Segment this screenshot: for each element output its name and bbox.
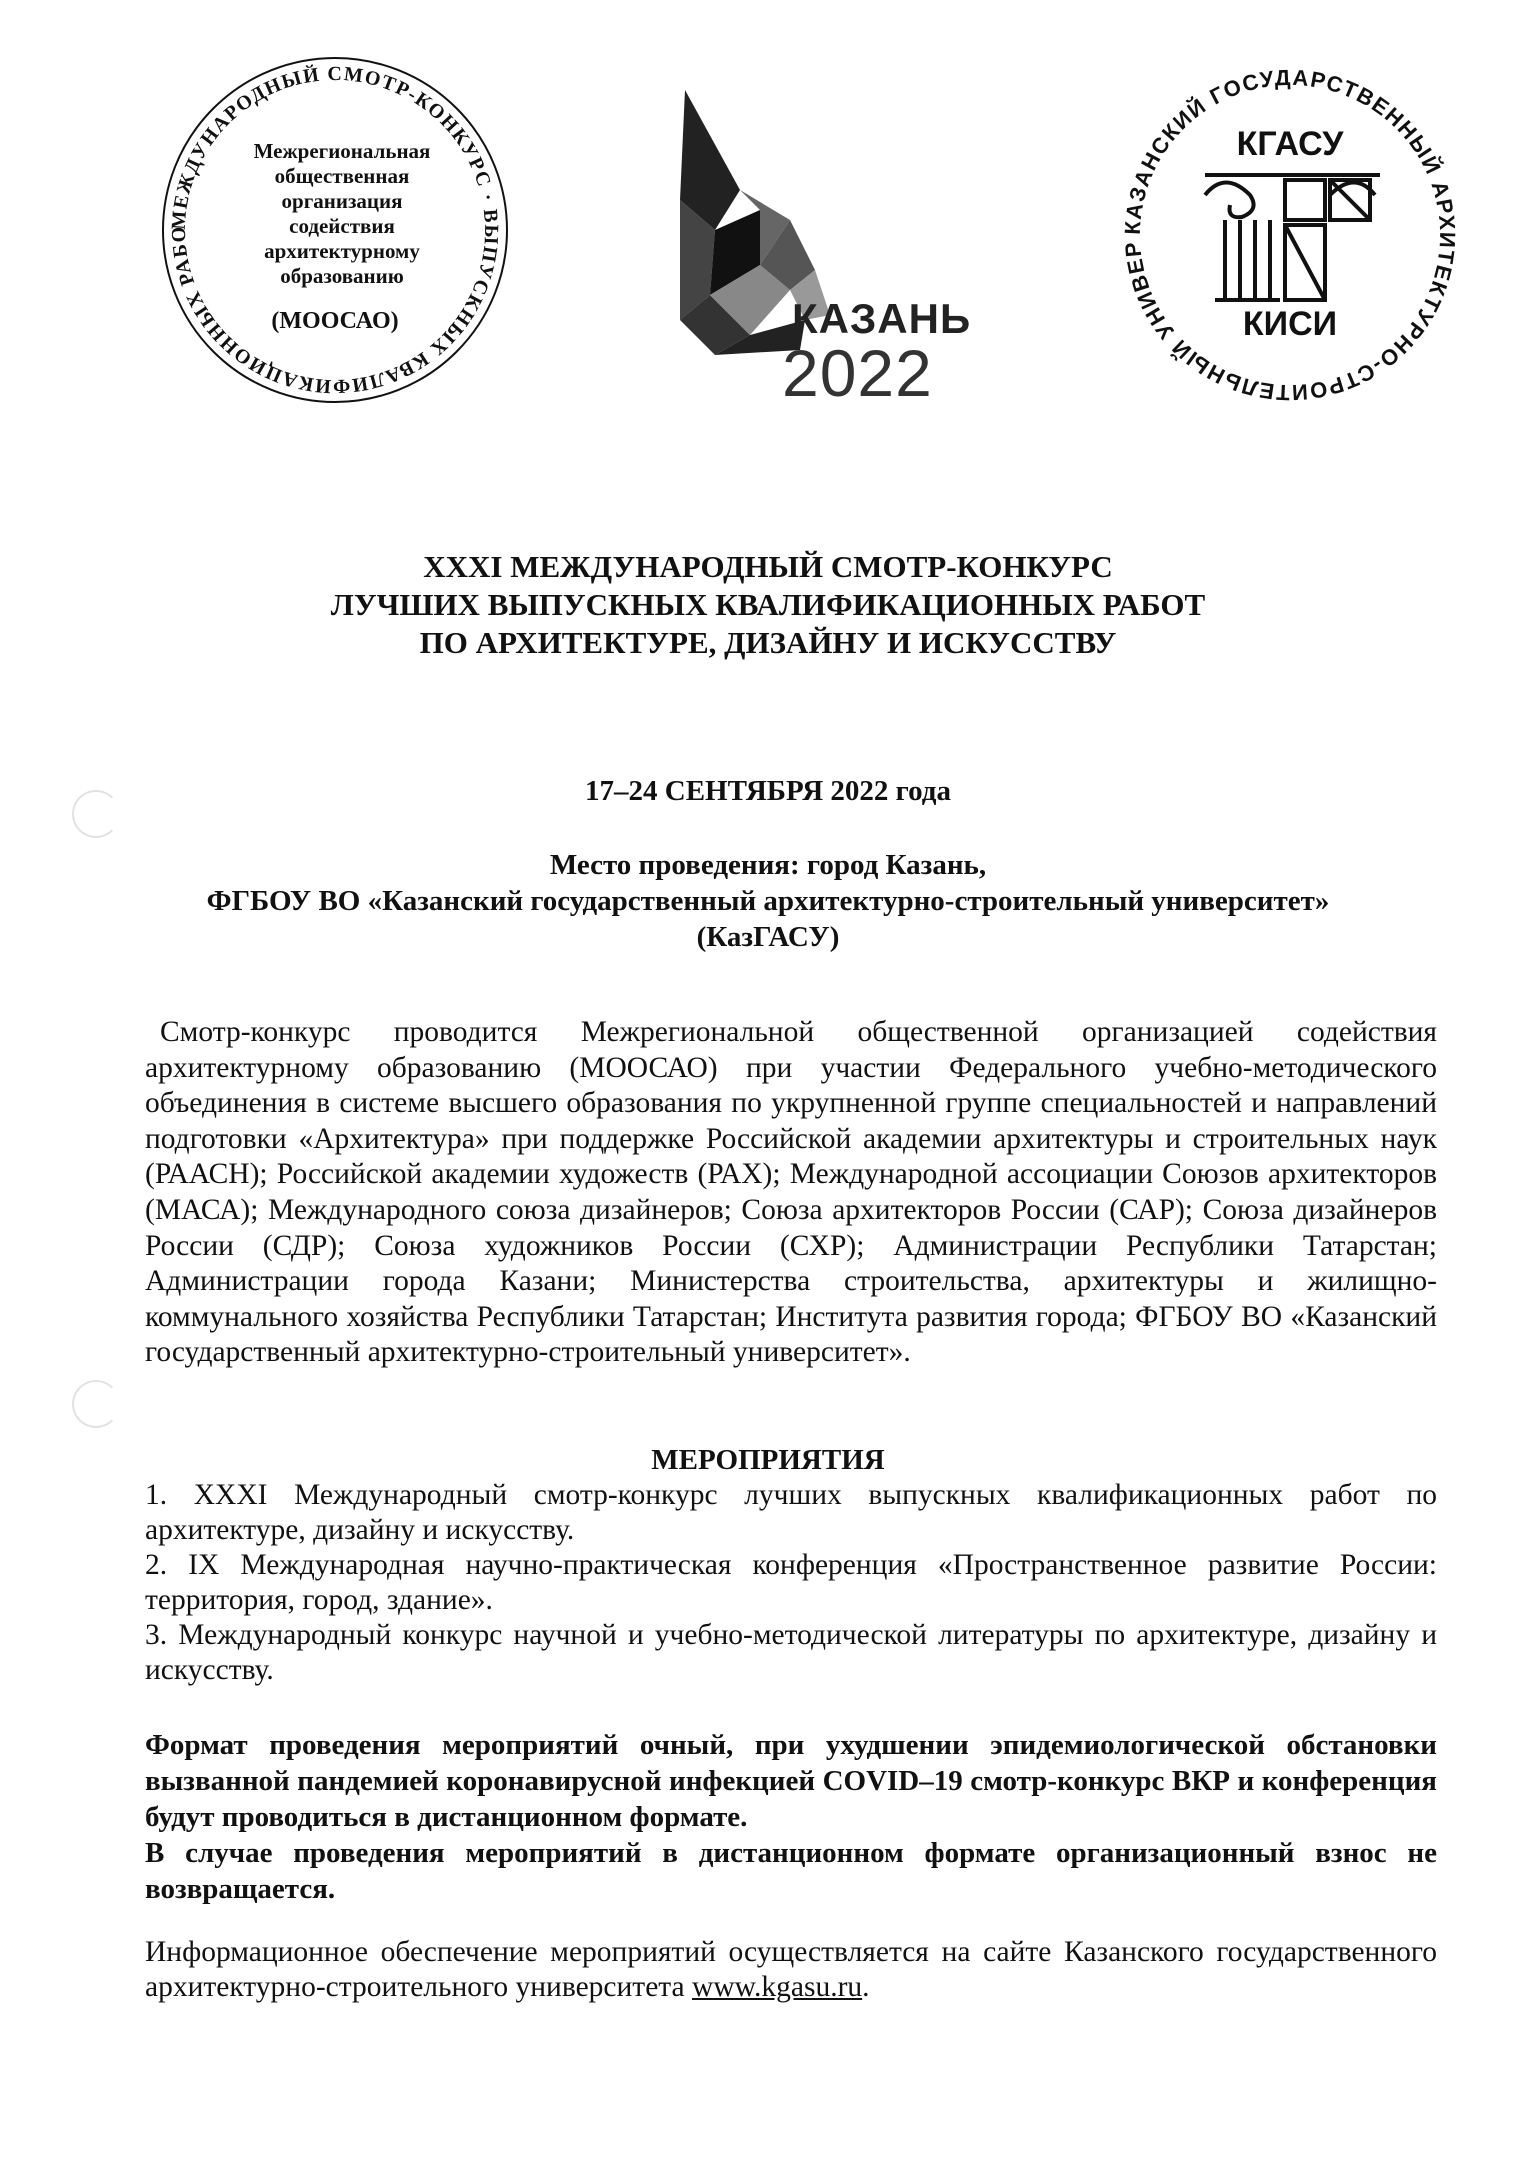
- svg-text:общественная: общественная: [274, 164, 410, 188]
- intro-text: Смотр-конкурс проводится Межрегиональной общественной организацией содействия архитектурному образованию (МООСАО) при участии Федерального учебно-методического объединения в системе высшего образования по укрупненной группе специальностей и направлений подготовки «Архитектура» при поддержке Российской академии архитектуры и строительных наук (РААСН); Российской академии художеств (РАХ); Международной ассоциации Союзов архитекторов (МАСА); Международного союза дизайнеров; Союза архитекторов России (САР); Союза дизайнеров России (СДР); Союза художников России (СХР); Администрации Республики Татарстан; Администрации города Казани; Министерства строительства, архитектуры и жилищно-коммунального хозяйства Республики Татарстан; Института развития города; ФГБОУ ВО «Казанский государственный архитектурно-строительный университет».: [145, 1016, 1437, 1369]
- svg-text:Межрегиональная: Межрегиональная: [253, 139, 431, 163]
- svg-text:МЕЖДУНАРОДНЫЙ СМОТР-КОНКУРС ·: МЕЖДУНАРОДНЫЙ СМОТР-КОНКУРС · ВЫПУСКНЫХ КВАЛИФИКАЦИОННЫХ РАБО: [167, 62, 503, 398]
- venue-line-2: ФГБОУ ВО «Казанский государственный архитектурно-строительный университет»: [206, 885, 1330, 917]
- events-heading: МЕРОПРИЯТИЯ: [651, 1444, 885, 1476]
- title-line-2: ЛУЧШИХ ВЫПУСКНЫХ КВАЛИФИКАЦИОННЫХ РАБОТ: [330, 587, 1206, 622]
- intro-paragraph: [145, 1015, 1437, 1371]
- title-line-1: XXXI МЕЖДУНАРОДНЫЙ СМОТР-КОНКУРС: [423, 549, 1113, 584]
- svg-text:КИСИ: КИСИ: [1242, 305, 1338, 343]
- info-text: Информационное обеспечение мероприятий осуществляется на сайте Казанского государственного архитектурно-строительного университета: [145, 1936, 1437, 2003]
- event-title: [0, 548, 1536, 662]
- svg-text:архитектурному: архитектурному: [264, 239, 420, 263]
- fee-paragraph: В случае проведения мероприятий в дистанционном формате организационный взнос не возвращается.: [145, 1837, 1437, 1905]
- title-line-3: ПО АРХИТЕКТУРЕ, ДИЗАЙНУ И ИСКУССТВУ: [419, 625, 1117, 660]
- svg-text:КАЗАНСКИЙ ГОСУДАРСТВЕННЫЙ АРХИ: КАЗАНСКИЙ ГОСУДАРСТВЕННЫЙ АРХИТЕКТУРНО-СТРОИТЕЛЬНЫЙ УНИВЕР: [1119, 64, 1461, 406]
- moosao-seal-logo: [160, 55, 510, 405]
- svg-text:образованию: образованию: [280, 264, 404, 288]
- event-date: 17–24 СЕНТЯБРЯ 2022 года: [585, 775, 951, 807]
- venue-line-3: (КазГАСУ): [696, 921, 840, 953]
- info-paragraph: [145, 1935, 1437, 2005]
- website-link[interactable]: www.kgasu.ru: [692, 1971, 863, 2003]
- kazan-2022-logo: [640, 80, 980, 420]
- kgasu-seal-logo: [1110, 55, 1470, 415]
- info-tail: .: [862, 1971, 870, 2003]
- kazan-logo-year: 2022: [782, 336, 933, 410]
- venue-line-1: Место проведения: город Казань,: [549, 849, 987, 881]
- events-list-item: 2. IX Международная научно-практическая конференция «Пространственное развитие России: территория, город, здание».: [145, 1549, 1437, 1616]
- event-venue: [0, 847, 1536, 955]
- events-list-item: 3. Международный конкурс научной и учебно-методической литературы по архитектуре, дизайну и искусству.: [145, 1619, 1437, 1686]
- punch-hole-mark: [72, 1380, 120, 1428]
- events-list: [145, 1478, 1437, 1688]
- punch-hole-mark: [72, 790, 120, 838]
- kazan-logo-word: КАЗАНЬ: [792, 295, 972, 342]
- format-notice: [145, 1727, 1437, 1907]
- svg-text:организация: организация: [281, 189, 403, 213]
- svg-text:содействия: содействия: [289, 214, 395, 238]
- format-paragraph: Формат проведения мероприятий очный, при ухудшении эпидемиологической обстановки вызванной пандемией коронавирусной инфекцией COVID–19 смотр-конкурс ВКР и конференция будут проводиться в дистанционном формате.: [145, 1729, 1437, 1833]
- events-list-item: 1. XXXI Международный смотр-конкурс лучших выпускных квалификационных работ по архитектуре, дизайну и искусству.: [145, 1479, 1437, 1546]
- svg-text:КГАСУ: КГАСУ: [1236, 125, 1344, 163]
- svg-text:(МООСАО): (МООСАО): [271, 308, 399, 334]
